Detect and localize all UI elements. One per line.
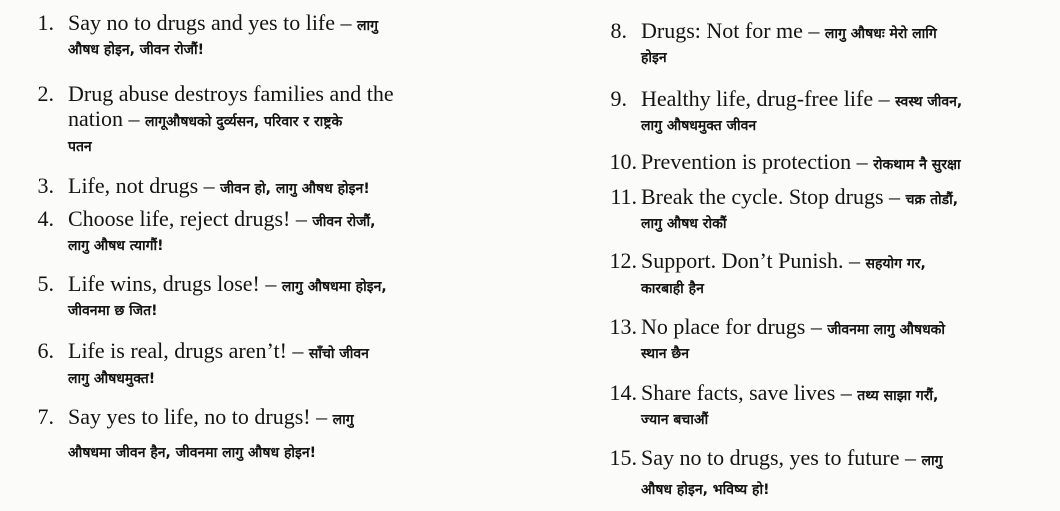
nepali-text: औषध होइन, भविष्य हो! [641,482,770,498]
slogan-line-1 [68,406,354,428]
nepali-text: लागु औषधः मेरो लागि [824,26,937,42]
slogan-line-1 [641,20,937,42]
nepali-text: जीवन हो, लागु औषध होइन! [220,181,370,197]
english-text: Prevention is protection – [641,149,874,174]
slogan-line-2 [641,50,667,66]
slogan-line-2 [68,238,163,254]
item-number: 8. [610,18,627,43]
english-text: Say no to drugs and yes to life – [68,10,358,35]
slogan-line-2 [641,412,708,428]
slogan-line-1 [641,447,942,469]
item-number: 15. [609,445,637,470]
slogan-line-1 [641,151,961,173]
slogan-line-2 [641,346,689,362]
english-text: Life is real, drugs aren’t! – [68,338,309,363]
nepali-text: लागु औषधमुक्त जीवन [641,118,757,134]
nepali-text: चक्र तोडौं, [905,192,959,208]
nepali-text: साँचो जीवन [308,346,369,362]
english-text: Break the cycle. Stop drugs – [641,184,906,209]
slogan-line-2 [68,445,316,461]
item-number: 12. [609,248,637,273]
item-number: 5. [37,271,54,296]
slogan-line-1 [641,382,938,404]
slogan-line-1 [641,88,962,110]
slogan-line-2 [68,303,158,319]
slogan-line-2 [68,108,342,130]
nepali-text: लागु [332,412,354,428]
nepali-text: औषध होइन, जीवन रोजौं! [68,42,204,58]
nepali-text: ज्यान बचाऔं [641,412,709,428]
nepali-text: औषधमा जीवन हैन, जीवनमा लागु औषध होइन! [68,445,317,461]
item-number: 11. [610,184,637,209]
english-text: Drugs: Not for me – [641,18,825,43]
item-number: 1. [37,10,54,35]
slogan-line-1 [68,12,378,34]
item-number: 7. [37,404,54,429]
slogan-line-1 [641,250,926,272]
nepali-text: लागु औषधमुक्त! [68,371,156,387]
item-number: 4. [37,206,54,231]
nepali-text: होइन [641,50,667,66]
nepali-text: जीवनमा छ जित! [68,303,158,319]
nepali-text: स्थान छैन [641,346,689,362]
nepali-text: लागु औषध रोकौं [641,216,727,232]
english-text: Choose life, reject drugs! – [68,206,313,231]
nepali-text: स्वस्थ जीवन, [895,94,963,110]
slogan-line-1 [641,316,945,338]
slogan-line-2 [641,281,704,297]
item-number: 10. [609,149,637,174]
english-text: Share facts, save lives – [641,380,858,405]
nepali-text: लागु औषधमा होइन, [281,279,387,295]
item-number: 9. [610,86,627,111]
slogan-line-1 [68,340,369,362]
english-text: Say no to drugs, yes to future – [641,445,922,470]
nepali-text: लागूऔषधको दुर्व्यसन, परिवार र राष्ट्रके [145,114,343,130]
nepali-text: पतन [68,139,92,155]
nepali-text: जीवन रोजौं, [312,214,376,230]
nepali-text: जीवनमा लागु औषधको [827,322,946,338]
nepali-text: रोकथाम नै सुरक्षा [873,157,961,173]
slogan-line-1 [641,186,958,208]
nepali-text: कारबाही हैन [641,281,704,297]
nepali-text: लागु [921,453,943,469]
item-number: 13. [609,314,637,339]
slogan-line-1 [68,175,370,197]
english-text: Life wins, drugs lose! – [68,271,282,296]
english-text: Healthy life, drug-free life – [641,86,896,111]
english-text: Say yes to life, no to drugs! – [68,404,333,429]
nepali-text: तथ्य साझा गरौं, [857,388,939,404]
english-text: Drug abuse destroys families and the [68,81,394,106]
nepali-text: लागु [357,18,379,34]
item-number: 6. [37,338,54,363]
english-text: nation – [68,106,145,131]
english-text: Life, not drugs – [68,173,221,198]
slogan-line-1 [68,208,376,230]
item-number: 3. [37,173,54,198]
slogan-line-2 [68,371,155,387]
item-number: 14. [609,380,637,405]
item-number: 2. [37,81,54,106]
slogan-line-2 [641,216,727,232]
english-text: No place for drugs – [641,314,828,339]
english-text: Support. Don’t Punish. – [641,248,866,273]
slogan-line-2 [641,118,756,134]
slogan-line-1 [68,273,387,295]
slogan-line-3 [68,139,92,155]
nepali-text: सहयोग गर, [865,256,926,272]
slogan-line-1 [68,83,394,105]
slogan-line-2 [641,482,769,498]
nepali-text: लागु औषध त्यागौं! [68,238,164,254]
slogan-line-2 [68,42,204,58]
